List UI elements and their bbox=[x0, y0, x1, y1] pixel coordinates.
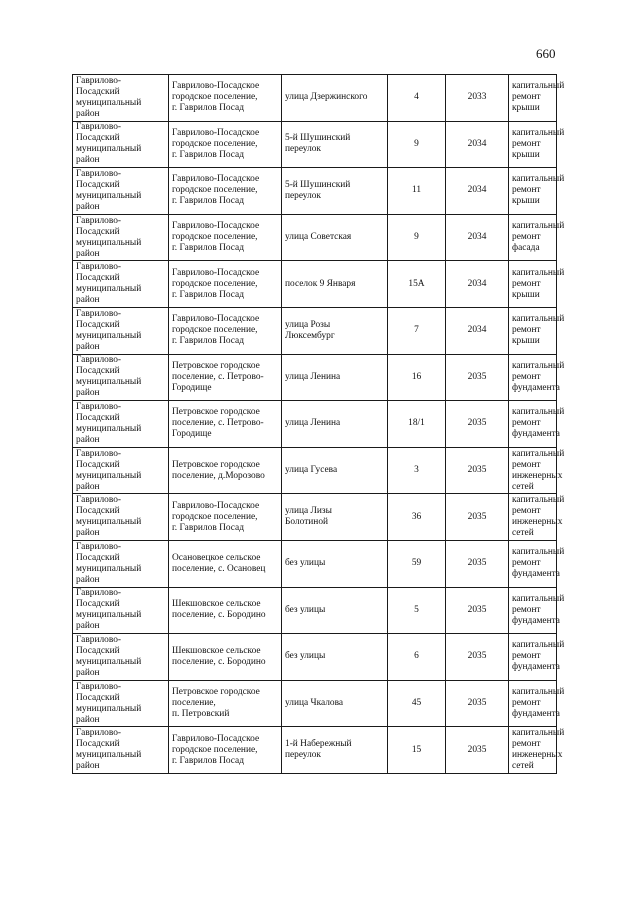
district-cell: Гаврилово- Посадский муниципальный район bbox=[73, 121, 169, 168]
district-cell: Гаврилово- Посадский муниципальный район bbox=[73, 587, 169, 634]
district-cell: Гаврилово- Посадский муниципальный район bbox=[73, 680, 169, 727]
table-row bbox=[73, 727, 557, 774]
street-cell: улица Гусева bbox=[282, 447, 388, 494]
table-row bbox=[73, 75, 557, 122]
year-cell: 2033 bbox=[446, 75, 509, 122]
settlement-cell: Осановецкое сельское поселение, с. Осановец bbox=[169, 540, 282, 587]
work-type-cell: капитальный ремонт крыши bbox=[509, 168, 557, 215]
street-cell: улица Ленина bbox=[282, 401, 388, 448]
work-type-cell: капитальный ремонт крыши bbox=[509, 121, 557, 168]
work-type-cell: капитальный ремонт фундамента bbox=[509, 680, 557, 727]
street-cell: 5-й Шушинский переулок bbox=[282, 121, 388, 168]
house-number-cell: 36 bbox=[388, 494, 446, 541]
settlement-cell: Гаврилово-Посадское городское поселение, г. Гаврилов Посад bbox=[169, 727, 282, 774]
year-cell: 2035 bbox=[446, 447, 509, 494]
year-cell: 2035 bbox=[446, 727, 509, 774]
table-row bbox=[73, 261, 557, 308]
district-cell: Гаврилово- Посадский муниципальный район bbox=[73, 75, 169, 122]
year-cell: 2034 bbox=[446, 121, 509, 168]
house-number-cell: 7 bbox=[388, 307, 446, 354]
year-cell: 2034 bbox=[446, 307, 509, 354]
settlement-cell: Гаврилово-Посадское городское поселение, г. Гаврилов Посад bbox=[169, 121, 282, 168]
work-type-cell: капитальный ремонт инженерных сетей bbox=[509, 447, 557, 494]
settlement-cell: Гаврилово-Посадское городское поселение, г. Гаврилов Посад bbox=[169, 214, 282, 261]
street-cell: улица Дзержинского bbox=[282, 75, 388, 122]
house-number-cell: 16 bbox=[388, 354, 446, 401]
year-cell: 2034 bbox=[446, 261, 509, 308]
street-cell: поселок 9 Января bbox=[282, 261, 388, 308]
district-cell: Гаврилово- Посадский муниципальный район bbox=[73, 261, 169, 308]
work-type-cell: капитальный ремонт фундамента bbox=[509, 587, 557, 634]
settlement-cell: Гаврилово-Посадское городское поселение, г. Гаврилов Посад bbox=[169, 75, 282, 122]
work-type-cell: капитальный ремонт инженерных сетей bbox=[509, 494, 557, 541]
house-number-cell: 4 bbox=[388, 75, 446, 122]
table-row bbox=[73, 634, 557, 681]
house-number-cell: 6 bbox=[388, 634, 446, 681]
settlement-cell: Шекшовское сельское поселение, с. Бородино bbox=[169, 634, 282, 681]
work-type-cell: капитальный ремонт крыши bbox=[509, 75, 557, 122]
street-cell: без улицы bbox=[282, 540, 388, 587]
table-row bbox=[73, 307, 557, 354]
district-cell: Гаврилово- Посадский муниципальный район bbox=[73, 401, 169, 448]
street-cell: без улицы bbox=[282, 587, 388, 634]
year-cell: 2035 bbox=[446, 680, 509, 727]
page-number: 660 bbox=[536, 46, 556, 61]
table-row bbox=[73, 168, 557, 215]
house-number-cell: 9 bbox=[388, 214, 446, 261]
year-cell: 2035 bbox=[446, 634, 509, 681]
house-number-cell: 9 bbox=[388, 121, 446, 168]
district-cell: Гаврилово- Посадский муниципальный район bbox=[73, 214, 169, 261]
year-cell: 2035 bbox=[446, 354, 509, 401]
table-row bbox=[73, 121, 557, 168]
district-cell: Гаврилово- Посадский муниципальный район bbox=[73, 168, 169, 215]
table-row bbox=[73, 354, 557, 401]
street-cell: улица Розы Люксембург bbox=[282, 307, 388, 354]
table-row bbox=[73, 680, 557, 727]
settlement-cell: Гаврилово-Посадское городское поселение, г. Гаврилов Посад bbox=[169, 494, 282, 541]
table-row bbox=[73, 214, 557, 261]
year-cell: 2035 bbox=[446, 587, 509, 634]
street-cell: без улицы bbox=[282, 634, 388, 681]
district-cell: Гаврилово- Посадский муниципальный район bbox=[73, 447, 169, 494]
work-type-cell: капитальный ремонт фундамента bbox=[509, 401, 557, 448]
settlement-cell: Гаврилово-Посадское городское поселение, г. Гаврилов Посад bbox=[169, 307, 282, 354]
district-cell: Гаврилово- Посадский муниципальный район bbox=[73, 494, 169, 541]
year-cell: 2034 bbox=[446, 214, 509, 261]
street-cell: улица Лизы Болотиной bbox=[282, 494, 388, 541]
settlement-cell: Петровское городское поселение, п. Петровский bbox=[169, 680, 282, 727]
table-row bbox=[73, 540, 557, 587]
work-type-cell: капитальный ремонт инженерных сетей bbox=[509, 727, 557, 774]
house-number-cell: 5 bbox=[388, 587, 446, 634]
house-number-cell: 3 bbox=[388, 447, 446, 494]
settlement-cell: Петровское городское поселение, с. Петрово- Городище bbox=[169, 401, 282, 448]
year-cell: 2035 bbox=[446, 540, 509, 587]
table-row bbox=[73, 587, 557, 634]
table-row bbox=[73, 494, 557, 541]
district-cell: Гаврилово- Посадский муниципальный район bbox=[73, 634, 169, 681]
work-type-cell: капитальный ремонт фундамента bbox=[509, 354, 557, 401]
year-cell: 2035 bbox=[446, 401, 509, 448]
house-number-cell: 45 bbox=[388, 680, 446, 727]
house-number-cell: 18/1 bbox=[388, 401, 446, 448]
table-row bbox=[73, 401, 557, 448]
work-type-cell: капитальный ремонт фасада bbox=[509, 214, 557, 261]
district-cell: Гаврилово- Посадский муниципальный район bbox=[73, 307, 169, 354]
work-type-cell: капитальный ремонт фундамента bbox=[509, 540, 557, 587]
house-number-cell: 11 bbox=[388, 168, 446, 215]
table-row bbox=[73, 447, 557, 494]
settlement-cell: Петровское городское поселение, д.Морозово bbox=[169, 447, 282, 494]
year-cell: 2034 bbox=[446, 168, 509, 215]
district-cell: Гаврилово- Посадский муниципальный район bbox=[73, 540, 169, 587]
district-cell: Гаврилово- Посадский муниципальный район bbox=[73, 727, 169, 774]
work-type-cell: капитальный ремонт крыши bbox=[509, 307, 557, 354]
street-cell: улица Советская bbox=[282, 214, 388, 261]
settlement-cell: Гаврилово-Посадское городское поселение, г. Гаврилов Посад bbox=[169, 261, 282, 308]
street-cell: 1-й Набережный переулок bbox=[282, 727, 388, 774]
settlement-cell: Шекшовское сельское поселение, с. Бородино bbox=[169, 587, 282, 634]
table-body bbox=[73, 75, 565, 774]
house-number-cell: 59 bbox=[388, 540, 446, 587]
work-type-cell: капитальный ремонт фундамента bbox=[509, 634, 557, 681]
settlement-cell: Петровское городское поселение, с. Петрово- Городище bbox=[169, 354, 282, 401]
house-number-cell: 15А bbox=[388, 261, 446, 308]
district-cell: Гаврилово- Посадский муниципальный район bbox=[73, 354, 169, 401]
settlement-cell: Гаврилово-Посадское городское поселение, г. Гаврилов Посад bbox=[169, 168, 282, 215]
street-cell: улица Чкалова bbox=[282, 680, 388, 727]
street-cell: 5-й Шушинский переулок bbox=[282, 168, 388, 215]
year-cell: 2035 bbox=[446, 494, 509, 541]
repair-schedule-table bbox=[72, 74, 565, 774]
house-number-cell: 15 bbox=[388, 727, 446, 774]
work-type-cell: капитальный ремонт крыши bbox=[509, 261, 557, 308]
street-cell: улица Ленина bbox=[282, 354, 388, 401]
